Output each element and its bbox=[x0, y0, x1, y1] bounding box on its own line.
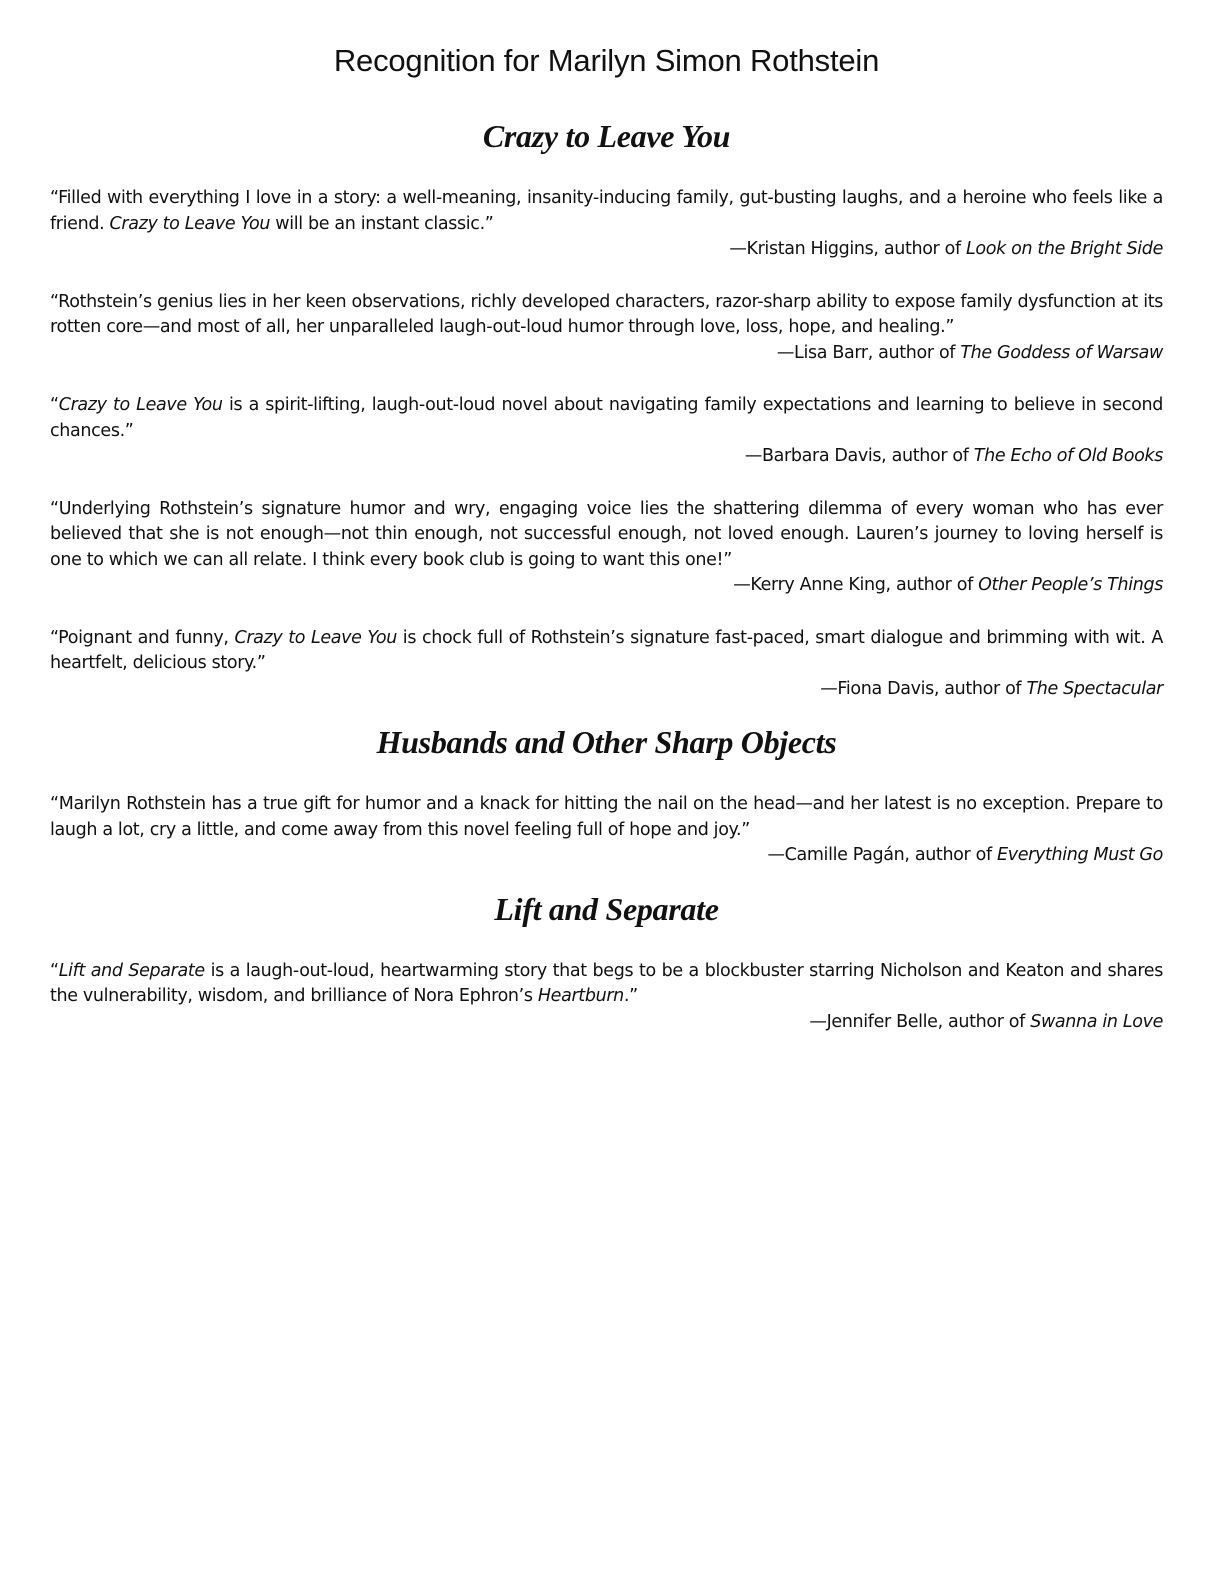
attribution-work: Other People’s Things bbox=[978, 575, 1163, 595]
quote-text-part: .” bbox=[623, 986, 638, 1006]
quote-text bbox=[50, 290, 1163, 341]
attribution-work: Everything Must Go bbox=[996, 845, 1163, 865]
quote-text-part-italic: Crazy to Leave You bbox=[58, 395, 223, 415]
quote-text-part-italic: Lift and Separate bbox=[58, 960, 205, 981]
quote-text bbox=[50, 393, 1163, 444]
review-quote bbox=[50, 393, 1163, 470]
attribution-work: The Goddess of Warsaw bbox=[960, 342, 1163, 363]
review-quote bbox=[50, 186, 1163, 263]
quote-text-part: “ bbox=[50, 395, 59, 415]
book-title: Crazy to Leave You bbox=[482, 118, 731, 154]
book-section-husbands-and-other-sharp-objects bbox=[50, 722, 1163, 869]
attribution-work: Look on the Bright Side bbox=[966, 239, 1163, 259]
quote-attribution bbox=[50, 237, 1163, 263]
quote-text bbox=[50, 626, 1163, 677]
quote-text-part: “Marilyn Rothstein has a true gift for humor and a knack for hitting the nail on the head—and her latest is no exception. Prepare to laugh a lot, cry a little, and come away from this novel feeling full of hope and joy.” bbox=[50, 794, 1163, 840]
review-quote bbox=[50, 792, 1163, 869]
attribution-author: —Lisa Barr, author of bbox=[776, 342, 961, 363]
attribution-work: The Echo of Old Books bbox=[973, 446, 1163, 466]
book-section-crazy-to-leave-you bbox=[50, 116, 1163, 702]
attribution-author: —Kristan Higgins, author of bbox=[729, 239, 966, 259]
quote-text-part: “ bbox=[50, 960, 59, 981]
book-title: Husbands and Other Sharp Objects bbox=[376, 724, 837, 760]
attribution-author: —Barbara Davis, author of bbox=[744, 446, 974, 466]
review-quote bbox=[50, 959, 1163, 1036]
quote-text-part: “Rothstein’s genius lies in her keen observations, richly developed characters, razor-sharp ability to expose family dysfunction at its rotten core—and most of all, her unparalleled laugh-out-loud humor through love, loss, hope, and healing.” bbox=[50, 291, 1163, 337]
quote-attribution bbox=[50, 1010, 1163, 1036]
attribution-author: —Fiona Davis, author of bbox=[820, 678, 1027, 699]
quote-text-part: will be an instant classic.” bbox=[270, 213, 494, 234]
review-quote bbox=[50, 497, 1163, 599]
quote-text-part: “Underlying Rothstein’s signature humor and wry, engaging voice lies the shattering dilemma of every woman who has ever believed that she is not enough—not thin enough, not successful enough, not loved enough. Lauren’s journey to loving herself is one to which we can all relate. I think every book club is going to want this one!” bbox=[50, 498, 1163, 570]
quote-attribution bbox=[50, 677, 1163, 703]
quote-text bbox=[50, 497, 1163, 574]
book-title: Lift and Separate bbox=[494, 890, 719, 927]
document-page bbox=[50, 40, 1163, 1035]
attribution-author: —Jennifer Belle, author of bbox=[809, 1011, 1031, 1032]
quote-text bbox=[50, 959, 1163, 1010]
quote-text-part: is a laugh-out-loud, heartwarming story that begs to be a blockbuster starring Nicholson and Keaton and shares the vulnerability, wisdom, and brilliance of Nora Ephron’s bbox=[50, 960, 1163, 1006]
quote-text-part-italic: Heartburn bbox=[537, 986, 624, 1006]
attribution-work: The Spectacular bbox=[1026, 678, 1163, 699]
quote-attribution bbox=[50, 444, 1163, 470]
attribution-author: —Camille Pagán, author of bbox=[767, 845, 997, 865]
book-section-lift-and-separate bbox=[50, 889, 1163, 1036]
page-title: Recognition for Marilyn Simon Rothstein bbox=[333, 43, 880, 78]
attribution-author: —Kerry Anne King, author of bbox=[733, 575, 979, 595]
quote-text-part: is a spirit-lifting, laugh-out-loud novel about navigating family expectations and learning to believe in second chances.” bbox=[50, 395, 1163, 441]
attribution-work: Swanna in Love bbox=[1030, 1011, 1163, 1032]
quote-text-part: is chock full of Rothstein’s signature fast-paced, smart dialogue and brimming with wit. A heartfelt, delicious story.” bbox=[50, 627, 1163, 673]
review-quote bbox=[50, 626, 1163, 703]
quote-text-part-italic: Crazy to Leave You bbox=[234, 627, 397, 648]
quote-text-part: “Filled with everything I love in a story: a well-meaning, insanity-inducing family, gut-busting laughs, and a heroine who feels like a friend. bbox=[50, 188, 1163, 234]
review-quote bbox=[50, 290, 1163, 367]
quote-text-part: “Poignant and funny, bbox=[50, 627, 235, 648]
quote-attribution bbox=[50, 341, 1163, 367]
quote-attribution bbox=[50, 573, 1163, 599]
quote-text bbox=[50, 186, 1163, 237]
quote-attribution bbox=[50, 843, 1163, 869]
quote-text-part-italic: Crazy to Leave You bbox=[109, 213, 271, 234]
quote-text bbox=[50, 792, 1163, 843]
